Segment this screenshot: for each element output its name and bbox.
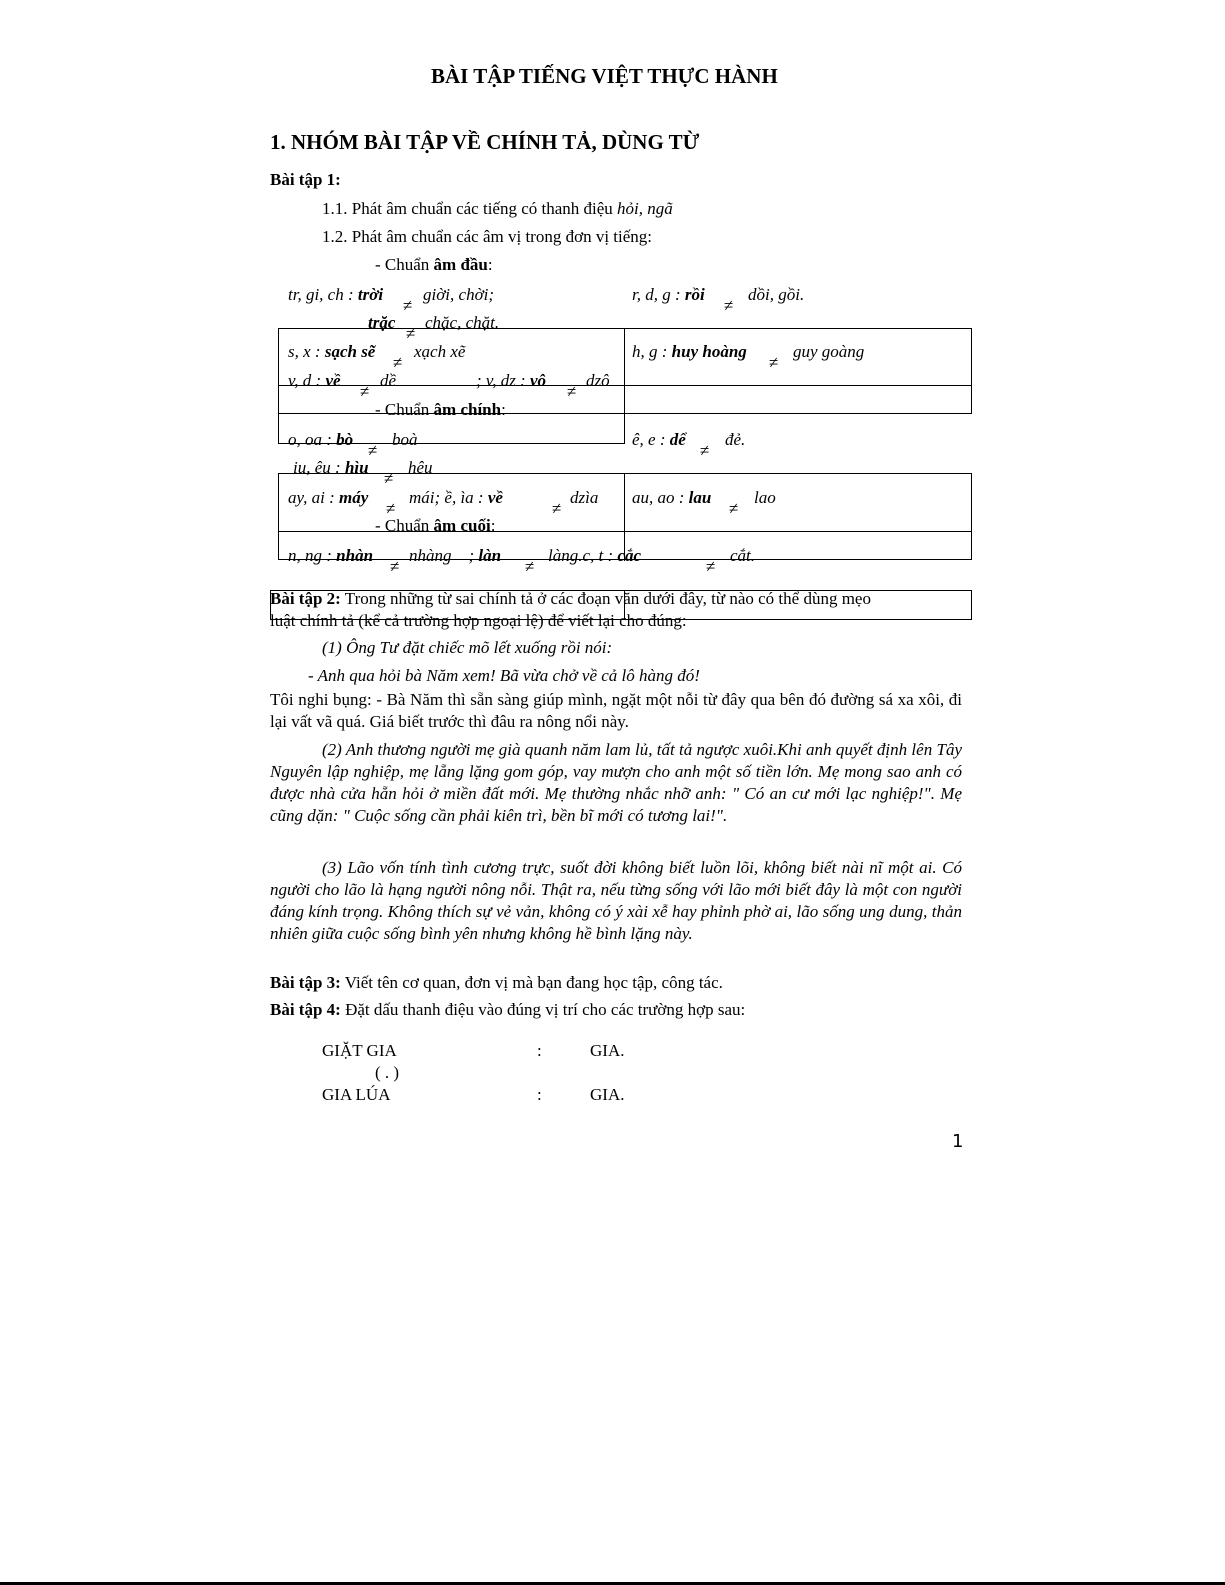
am-dau-s-wrong: xạch xẽ [414, 342, 466, 361]
not-equal-icon: ≠ [724, 296, 734, 315]
am-dau-s: s, x : sạch sẽ [288, 342, 376, 361]
heading-am-cuoi: - Chuẩn âm cuối: [375, 516, 496, 535]
am-chinh-iu: iu, êu : hìu [293, 458, 369, 477]
am-chinh-ie-wrong: dzìa [570, 488, 599, 507]
page-title: BÀI TẬP TIẾNG VIỆT THỰC HÀNH [431, 64, 778, 88]
am-chinh-e-wrong: đẻ. [725, 430, 746, 449]
am-chinh-e: ê, e : dể [632, 430, 686, 449]
exercise-4-answer-2: GIA. [590, 1085, 625, 1104]
not-equal-icon: ≠ [393, 353, 403, 372]
am-dau-h: h, g : huy hoàng [632, 342, 747, 361]
heading-am-chinh: - Chuẩn âm chính: [375, 400, 506, 419]
am-cuoi-c-wrong: cắt. [730, 546, 756, 565]
exercise-4-colon-1: : [537, 1041, 542, 1060]
passage-1-line2: - Anh qua hỏi bà Năm xem! Bã vừa chở về cả lô hàng đó! [308, 666, 700, 685]
page-number: 1 [952, 1131, 964, 1152]
am-dau-tr: tr, gi, ch : trời [288, 285, 384, 304]
am-dau-v-wrong: dề [380, 371, 397, 390]
passage-1-line1: (1) Ông Tư đặt chiếc mõ lết xuống rồi nói: [322, 638, 613, 657]
not-equal-icon: ≠ [552, 499, 562, 518]
not-equal-icon: ≠ [567, 382, 577, 401]
not-equal-icon: ≠ [706, 557, 716, 576]
am-dau-trac-wrong: chặc, chặt. [425, 313, 500, 332]
am-chinh-o: o, oa : bò [288, 430, 354, 449]
am-dau-v: v, d : về [288, 371, 341, 390]
am-chinh-ay: ay, ai : máy [288, 488, 369, 507]
am-dau-vdz: ; v, dz : vô [476, 371, 547, 390]
am-dau-r-wrong: dồi, gồi. [748, 285, 805, 304]
am-dau-tr-wrong: giời, chời; [423, 285, 495, 304]
am-chinh-au-wrong: lao [754, 488, 776, 507]
exercise-4-answer-1: GIA. [590, 1041, 625, 1060]
exercise-4-colon-2: : [537, 1085, 542, 1104]
not-equal-icon: ≠ [729, 499, 739, 518]
exercise-1-label: Bài tập 1: [270, 170, 341, 189]
am-dau-trac: trặc [368, 313, 396, 332]
exercise-2-line1: Bài tập 2: Trong những từ sai chính tả ở các đoạn văn dưới đây, từ nào có thể dùng mẹo [270, 589, 871, 608]
not-equal-icon: ≠ [368, 441, 378, 460]
passage-2: (2) Anh thương người mẹ già quanh năm lam lủ, tất tả ngược xuôi.Khi anh quyết định lên Tây Nguyên lập nghiệp, mẹ lẵng lặng gom góp, vay mượn cho anh một số tiền lớn. Mẹ mong sao anh có được nhà cửa hẵn hỏi ở miền đất mới. Mẹ thường nhắc nhỡ anh: " Có an cư mới lạc nghiệp!". Mẹ cũng dặn: " Cuộc sống cần phải kiên trì, bền bĩ mới có tương lai!". [270, 740, 962, 825]
heading-am-dau: - Chuẩn âm đầu: [375, 255, 493, 274]
not-equal-icon: ≠ [700, 441, 710, 460]
exercise-3: Bài tập 3: Viết tên cơ quan, đơn vị mà bạn đang học tập, công tác. [270, 973, 723, 992]
am-dau-r: r, d, g : rồi [632, 285, 705, 304]
am-chinh-ay-wrong: mái; ề, ìa : về [409, 488, 503, 507]
not-equal-icon: ≠ [406, 324, 416, 343]
am-chinh-iu-wrong: hêu [408, 458, 433, 477]
not-equal-icon: ≠ [390, 557, 400, 576]
passage-3: (3) Lão vốn tính tình cương trực, suốt đời không biết luồn lõi, không biết nài nĩ một ai. Có người cho lão là hạng người nông nỗi. Thật ra, nếu từng sống với lão mới biết đây là một con người đáng kính trọng. Không thích sự vẻ vản, không có ý xài xễ hay phỉnh phờ ai, lão sống ung dung, thản nhiên giữa cuộc sống bình yên nhưng không hề bình lặng này. [270, 858, 962, 943]
am-cuoi-n-wrong: nhàng ; làn [409, 546, 502, 565]
tone-mark: ( . ) [375, 1063, 400, 1082]
exercise-1-1: 1.1. Phát âm chuẩn các tiếng có thanh điệu hỏi, ngã [322, 199, 673, 218]
am-chinh-au: au, ao : lau [632, 488, 712, 507]
exercise-2-line2: luật chính tả (kể cả trường hợp ngoại lệ) để viết lại cho đúng: [270, 611, 687, 630]
exercise-1-2: 1.2. Phát âm chuẩn các âm vị trong đơn vị tiếng: [322, 227, 653, 246]
exercise-4-word-1: GIẶT GIA [322, 1041, 397, 1060]
am-dau-h-wrong: guy goàng [793, 342, 865, 361]
exercise-4: Bài tập 4: Đặt dấu thanh điệu vào đúng vị trí cho các trường hợp sau: [270, 1000, 746, 1019]
not-equal-icon: ≠ [360, 382, 370, 401]
passage-1-body: Tôi nghi bụng: - Bà Năm thì sẵn sàng giúp mình, ngặt một nỗi từ đây qua bên đó đường sá xa xôi, đi lại vất vã quá. Giá biết trước thì đâu ra nông nổi này. [270, 690, 962, 731]
table-divider [624, 328, 625, 444]
section-heading: 1. NHÓM BÀI TẬP VỀ CHÍNH TẢ, DÙNG TỪ [270, 130, 700, 154]
exercise-4-word-2: GIA LÚA [322, 1085, 391, 1104]
not-equal-icon: ≠ [403, 296, 413, 315]
not-equal-icon: ≠ [769, 353, 779, 372]
am-cuoi-n: n, ng : nhàn [288, 546, 374, 565]
am-cuoi-c: làng.c, t : cắc [548, 546, 642, 565]
am-dau-vdz-wrong: dzô [586, 371, 610, 390]
not-equal-icon: ≠ [525, 557, 535, 576]
not-equal-icon: ≠ [384, 469, 394, 488]
not-equal-icon: ≠ [386, 499, 396, 518]
am-chinh-o-wrong: boà [392, 430, 418, 449]
